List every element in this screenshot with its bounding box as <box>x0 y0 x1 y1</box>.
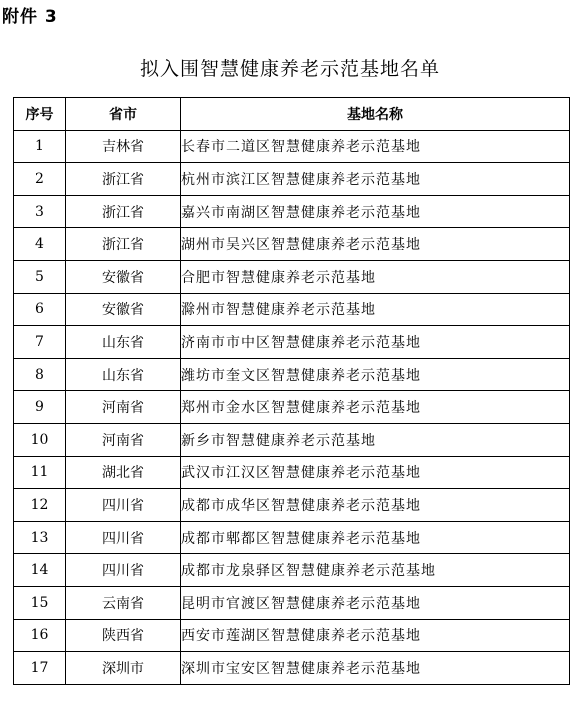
row-base-name: 昆明市官渡区智慧健康养老示范基地 <box>181 586 570 619</box>
row-base-name: 武汉市江汉区智慧健康养老示范基地 <box>181 456 570 489</box>
table-row <box>14 391 570 424</box>
row-base-name: 郑州市金水区智慧健康养老示范基地 <box>181 391 570 424</box>
row-base-name: 新乡市智慧健康养老示范基地 <box>181 423 570 456</box>
row-index: 4 <box>14 228 66 261</box>
row-province: 四川省 <box>66 554 181 587</box>
table-row <box>14 260 570 293</box>
row-index: 1 <box>14 130 66 163</box>
row-index: 15 <box>14 586 66 619</box>
row-province: 浙江省 <box>66 195 181 228</box>
row-province: 山东省 <box>66 358 181 391</box>
row-index: 3 <box>14 195 66 228</box>
row-index: 8 <box>14 358 66 391</box>
row-base-name: 西安市莲湖区智慧健康养老示范基地 <box>181 619 570 652</box>
row-base-name: 济南市市中区智慧健康养老示范基地 <box>181 326 570 359</box>
row-base-name: 合肥市智慧健康养老示范基地 <box>181 260 570 293</box>
row-base-name: 成都市郫都区智慧健康养老示范基地 <box>181 521 570 554</box>
table-row <box>14 554 570 587</box>
row-base-name: 潍坊市奎文区智慧健康养老示范基地 <box>181 358 570 391</box>
row-province: 陕西省 <box>66 619 181 652</box>
table-row <box>14 195 570 228</box>
row-province: 吉林省 <box>66 130 181 163</box>
row-index: 17 <box>14 652 66 685</box>
row-base-name: 滁州市智慧健康养老示范基地 <box>181 293 570 326</box>
table-row <box>14 456 570 489</box>
row-province: 安徽省 <box>66 293 181 326</box>
table-row <box>14 586 570 619</box>
document-title: 拟入围智慧健康养老示范基地名单 <box>139 58 440 80</box>
row-index: 9 <box>14 391 66 424</box>
row-province: 四川省 <box>66 521 181 554</box>
row-index: 11 <box>14 456 66 489</box>
column-header-province: 省市 <box>66 98 181 131</box>
table-row <box>14 652 570 685</box>
table-row <box>14 489 570 522</box>
table-row <box>14 293 570 326</box>
row-province: 深圳市 <box>66 652 181 685</box>
row-province: 浙江省 <box>66 228 181 261</box>
row-index: 16 <box>14 619 66 652</box>
row-province: 河南省 <box>66 391 181 424</box>
table-row <box>14 163 570 196</box>
table-row <box>14 619 570 652</box>
row-index: 6 <box>14 293 66 326</box>
table-row <box>14 326 570 359</box>
table-row <box>14 521 570 554</box>
row-index: 10 <box>14 423 66 456</box>
row-province: 安徽省 <box>66 260 181 293</box>
row-index: 12 <box>14 489 66 522</box>
row-province: 山东省 <box>66 326 181 359</box>
table-row <box>14 423 570 456</box>
row-index: 14 <box>14 554 66 587</box>
table-body <box>14 130 570 684</box>
row-province: 河南省 <box>66 423 181 456</box>
row-base-name: 成都市成华区智慧健康养老示范基地 <box>181 489 570 522</box>
table-row <box>14 130 570 163</box>
row-base-name: 嘉兴市南湖区智慧健康养老示范基地 <box>181 195 570 228</box>
row-index: 13 <box>14 521 66 554</box>
row-province: 浙江省 <box>66 163 181 196</box>
column-header-base-name: 基地名称 <box>181 98 570 131</box>
attachment-label: 附件 3 <box>2 7 58 27</box>
table-row <box>14 358 570 391</box>
table-row <box>14 228 570 261</box>
row-base-name: 杭州市滨江区智慧健康养老示范基地 <box>181 163 570 196</box>
row-province: 云南省 <box>66 586 181 619</box>
row-province: 四川省 <box>66 489 181 522</box>
row-base-name: 长春市二道区智慧健康养老示范基地 <box>181 130 570 163</box>
row-index: 5 <box>14 260 66 293</box>
table-header-row <box>14 98 570 131</box>
row-base-name: 成都市龙泉驿区智慧健康养老示范基地 <box>181 554 570 587</box>
demonstration-base-table <box>13 97 570 685</box>
row-index: 7 <box>14 326 66 359</box>
row-base-name: 深圳市宝安区智慧健康养老示范基地 <box>181 652 570 685</box>
row-base-name: 湖州市吴兴区智慧健康养老示范基地 <box>181 228 570 261</box>
column-header-index: 序号 <box>14 98 66 131</box>
row-index: 2 <box>14 163 66 196</box>
row-province: 湖北省 <box>66 456 181 489</box>
